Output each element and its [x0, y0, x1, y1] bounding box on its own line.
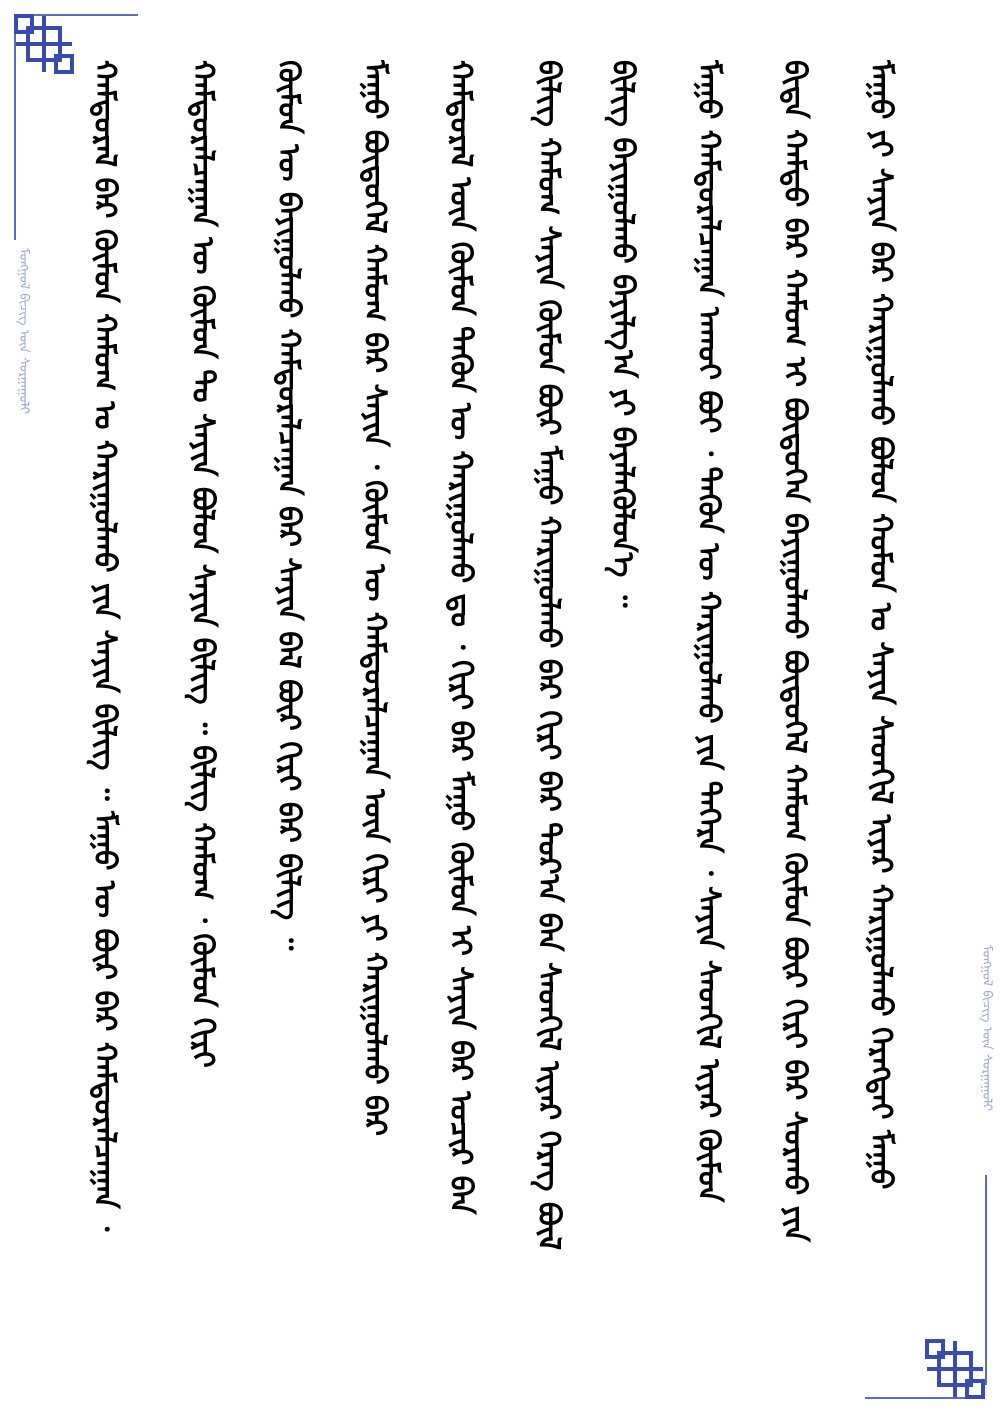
- text-column-6: ᠬᠠᠮᠲᠤᠷᠠᠯ ᠦᠨ ᠬᠦᠮᠦᠨ ᠲᠡᠭᠦᠨ ᠦ ᠬᠠᠷᠢᠭᠤᠯᠬᠤ ᠳᠤ ᠂ ᠬᠢᠷᠢ ᠪᠡᠷ ᠮᠠᠭᠤ ᠬᠦᠮᠦᠨ ᠢ ᠰᠠᠶᠢᠨ ᠪᠠᠷ ᠤᠴᠢᠷ ᠪᠠᠨ: [443, 60, 478, 1215]
- text-column-9: ᠬᠠᠮᠲᠤᠷᠠᠯᠴᠠᠭᠠᠨ ᠦ ᠬᠦᠮᠦᠨ ᠲᠤ ᠰᠠᠶᠢᠨ ᠪᠤᠯᠤᠨ ᠰᠠᠶᠢᠨ ᠪᠢᠯᠢᠭ ᠃ ᠪᠢᠯᠢᠭ ᠬᠠᠮᠤᠭ ᠂ ᠬᠦᠮᠦᠨ ᠬᠢᠷᠢ: [185, 60, 220, 1068]
- watermark-left: ᠮᠣᠩᠭᠣᠯ ᠪᠢᠴᠢᠭ ᠦᠨ ᠰᠤᠷᠭᠠᠭᠤᠯᠢ: [16, 248, 31, 415]
- text-column-1: ᠮᠠᠭᠤ ᠶᠢ ᠰᠠᠶᠢᠨ ᠪᠡᠷ ᠬᠠᠷᠢᠭᠤᠯᠬᠤ ᠪᠤᠯᠤᠨ ᠬᠤᠮᠤᠨ ᠤ ᠰᠠᠶᠢᠨ ᠰᠡᠳᠬᠢᠯ ᠢᠶᠡᠷ ᠬᠠᠷᠢᠭᠤᠯᠬᠤ ᠬᠡᠷᠡᠭᠲᠡᠢ ᠮᠠᠭᠤ: [863, 60, 898, 1190]
- text-column-3: ᠮᠠᠭᠤ ᠬᠠᠮᠲᠤᠷᠠᠯᠴᠠᠭᠠᠨ ᠠᠬᠤᠢ ᠪᠤᠶ ᠂ ᠲᠡᠭᠦᠨ ᠦ ᠬᠠᠷᠢᠭᠤᠯᠬᠤ ᠶᠢᠨ ᠳᠡᠭᠡᠷᠡ ᠂ ᠰᠠᠶᠢᠨ ᠰᠡᠳᠬᠢᠯ ᠢᠶᠡᠷ ᠬᠦᠮᠦᠨ: [691, 60, 726, 1203]
- text-column-10: ᠬᠠᠮᠲᠤᠷᠠᠯ ᠪᠡᠷ ᠬᠦᠮᠦᠨ ᠬᠠᠮᠤᠭ ᠤ ᠬᠠᠷᠢᠭᠤᠯᠬᠤ ᠶᠢᠨ ᠰᠠᠶᠢᠨ ᠪᠢᠯᠢᠭ ᠃ ᠮᠠᠭᠤ ᠦ ᠪᠦᠷ ᠪᠡᠷ ᠬᠠᠮᠲᠤᠷᠠᠯᠴᠠᠭᠠᠨ ᠂: [87, 60, 122, 1232]
- text-column-8: ᠬᠦᠮᠦᠨ ᠦ ᠪᠠᠶᠢᠭᠤᠯᠬᠤ ᠬᠠᠮᠲᠤᠷᠠᠯᠴᠠᠭᠠᠨ ᠪᠠᠷ ᠰᠠᠶᠢᠨ ᠪᠡᠯ ᠪᠦᠷ ᠬᠢᠷᠢ ᠪᠡᠷ ᠪᠢᠯᠢᠭ ᠃: [271, 60, 306, 951]
- document-body: [40, 60, 950, 1360]
- text-column-2: ᠪᠢᠳᠡ ᠬᠠᠮᠲᠤ ᠪᠠᠷ ᠬᠠᠮᠤᠭ ᠢ ᠪᠦᠲᠦᠭᠡᠨ ᠪᠠᠶᠢᠭᠤᠯᠬᠤ ᠪᠦᠲᠦᠭᠡᠯ ᠬᠠᠮᠤᠭ ᠬᠦᠮᠦᠨ ᠪᠦᠷ ᠬᠢᠷᠢ ᠪᠡᠷ ᠰᠤᠷᠬᠤ ᠶᠢᠨ: [777, 60, 812, 1242]
- text-column-5: ᠪᠢᠯᠢᠭ ᠬᠠᠮᠤᠭ ᠰᠠᠶᠢᠨ ᠬᠦᠮᠦᠨ ᠪᠦᠷ ᠮᠠᠭᠤ ᠬᠠᠷᠢᠭᠤᠯᠬᠤ ᠪᠠᠷ ᠬᠢᠷᠢ ᠪᠡᠷ ᠳᠤᠷ᠎ᠠ ᠪᠠᠨ ᠰᠡᠳᠬᠢᠯ ᠢᠶᠡᠷ ᠬᠡᠷᠡᠭ ᠪᠦᠯ: [531, 60, 566, 1251]
- watermark-right: ᠮᠣᠩᠭᠣᠯ ᠪᠢᠴᠢᠭ ᠦᠨ ᠰᠤᠷᠭᠠᠭᠤᠯᠢ: [979, 945, 994, 1112]
- text-column-4: ᠪᠢᠯᠢᠭ ᠪᠠᠶᠢᠭᠤᠯᠬᠤ ᠪᠠᠶᠢᠯᠭ᠎ᠠ ᠶᠢ ᠪᠡᠶᠡᠯᠡᠭᠦᠯᠦᠨ᠎ᠡ ᠃: [605, 60, 640, 608]
- text-column-7: ᠮᠠᠭᠤ ᠪᠦᠲᠦᠭᠡᠯ ᠬᠠᠮᠤᠭ ᠪᠡᠷ ᠰᠠᠶᠢᠨ ᠂ ᠬᠦᠮᠦᠨ ᠦ ᠬᠠᠮᠲᠤᠷᠠᠯᠴᠠᠭᠠᠨ ᠦᠨ ᠬᠢᠷᠢ ᠶᠢ ᠬᠠᠷᠢᠭᠤᠯᠬᠤ ᠪᠠᠷ: [357, 60, 392, 1136]
